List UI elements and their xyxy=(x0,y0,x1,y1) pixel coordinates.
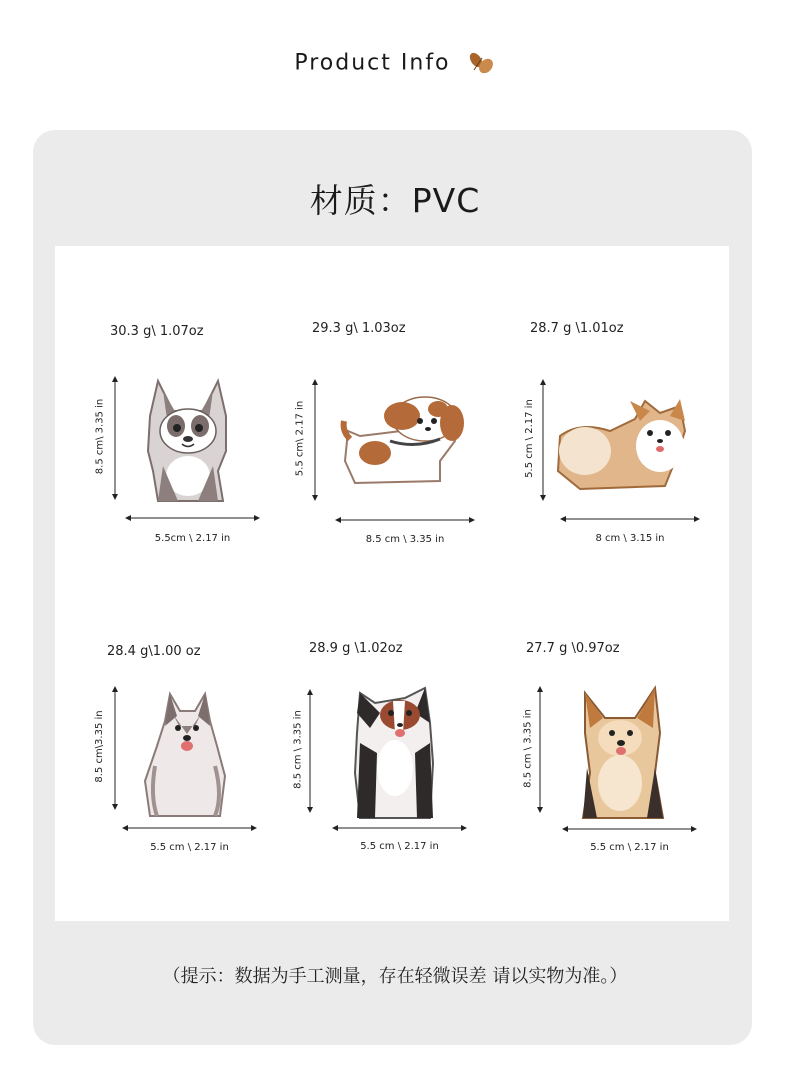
leaf-icon xyxy=(466,50,496,76)
german-shepherd-image xyxy=(575,683,670,823)
height-arrow xyxy=(310,379,320,501)
height-arrow xyxy=(110,686,120,811)
width-arrow xyxy=(122,823,257,833)
width-arrow xyxy=(562,824,697,834)
width-label: 8.5 cm \ 3.35 in xyxy=(365,534,445,545)
weight-label: 27.7 g \0.97oz xyxy=(526,641,620,656)
product-item xyxy=(290,641,500,891)
weight-label: 28.4 g\1.00 oz xyxy=(107,644,201,659)
width-arrow xyxy=(335,515,475,525)
height-arrow xyxy=(538,379,548,501)
width-label: 5.5 cm \ 2.17 in xyxy=(360,841,439,852)
weight-label: 30.3 g\ 1.07oz xyxy=(110,324,204,339)
product-item xyxy=(90,641,300,891)
height-label: 8.5 cm \ 3.35 in xyxy=(522,709,534,788)
material-label: 材质：PVC xyxy=(309,181,481,220)
height-arrow xyxy=(535,686,545,813)
header-title: Product Info xyxy=(294,50,451,76)
product-item xyxy=(90,321,300,571)
height-arrow xyxy=(110,376,120,501)
height-arrow xyxy=(305,689,315,814)
height-label: 5.5 cm\ 2.17 in xyxy=(294,400,306,477)
height-label: 8.5 cm\3.35 in xyxy=(94,710,105,783)
height-label: 8.5 cm\ 3.35 in xyxy=(94,398,106,475)
height-label: 8.5 cm \ 3.35 in xyxy=(292,710,304,789)
header xyxy=(0,50,790,76)
height-label: 5.5 cm \ 2.17 in xyxy=(524,399,535,478)
width-label: 5.5cm \ 2.17 in xyxy=(154,533,231,544)
cavalier-spaniel-image xyxy=(340,391,470,491)
product-item xyxy=(505,321,715,571)
weight-label: 28.7 g \1.01oz xyxy=(530,321,624,336)
width-label: 8 cm \ 3.15 in xyxy=(595,533,665,544)
width-arrow xyxy=(125,513,260,523)
width-label: 5.5 cm \ 2.17 in xyxy=(150,842,229,853)
french-bulldog-image xyxy=(138,371,238,506)
width-arrow xyxy=(560,514,700,524)
weight-label: 29.3 g\ 1.03oz xyxy=(312,321,406,336)
border-collie-image xyxy=(345,683,445,823)
corgi-image xyxy=(550,391,690,496)
product-item xyxy=(290,321,500,571)
width-label: 5.5 cm \ 2.17 in xyxy=(590,842,669,853)
product-grid xyxy=(55,246,729,921)
weight-label: 28.9 g \1.02oz xyxy=(309,641,403,656)
width-arrow xyxy=(332,823,467,833)
measurement-note: （提示：数据为手工测量，存在轻微误差 请以实物为准。） xyxy=(162,966,628,987)
product-item xyxy=(505,641,715,891)
husky-image xyxy=(135,686,235,821)
